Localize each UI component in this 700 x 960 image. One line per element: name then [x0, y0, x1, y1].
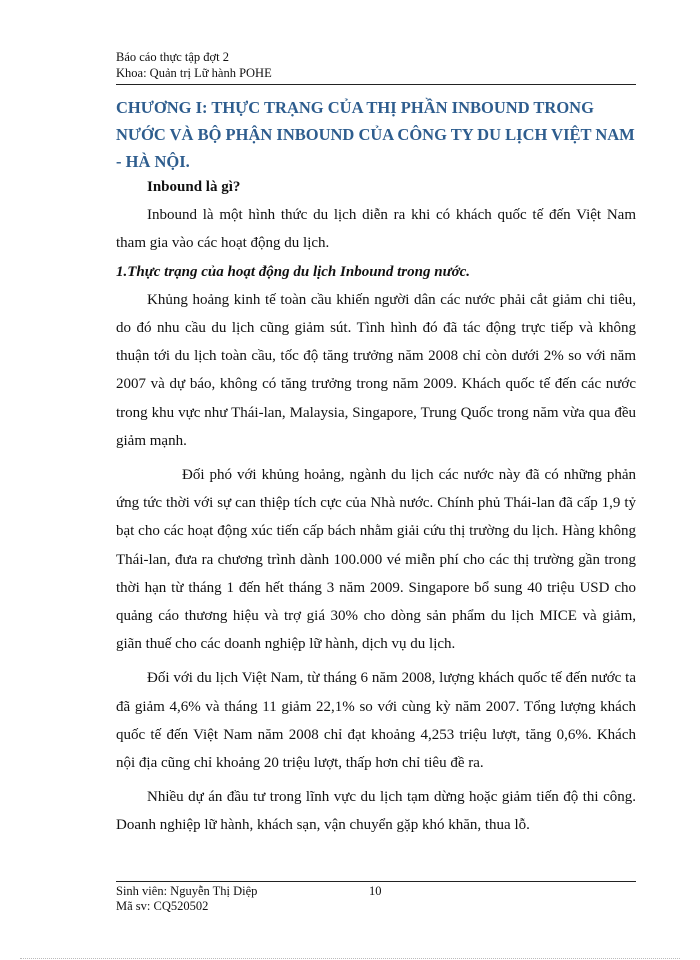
page-number: 10: [369, 884, 382, 898]
body-paragraph-3: Đối với du lịch Việt Nam, từ tháng 6 năm 2008, lượng khách quốc tế đến nước ta đã giảm 4,6% và tháng 11 giảm 22,1% so với cùng kỳ năm 2007. Tổng lượng khách quốc tế đến Việt Nam năm 2008 chỉ đạt khoảng 4,253 triệu lượt, tăng 0,6%. Khách nội địa cũng chỉ khoảng 20 triệu lượt, thấp hơn chỉ tiêu đề ra.: [116, 670, 636, 772]
document-body: [116, 173, 636, 840]
report-title: Báo cáo thực tập đợt 2: [116, 50, 230, 64]
body-paragraph-4: Nhiều dự án đầu tư trong lĩnh vực du lịch tạm dừng hoặc giảm tiến độ thi công. Doanh nghiệp lữ hành, khách sạn, vận chuyển gặp khó khăn, thua lỗ.: [116, 789, 636, 834]
subheading: Inbound là gì?: [147, 179, 241, 195]
page-header: [116, 49, 636, 81]
chapter-title: CHƯƠNG I: THỰC TRẠNG CỦA THỊ PHẦN INBOUND TRONG NƯỚC VÀ BỘ PHẬN INBOUND CỦA CÔNG TY DU LỊCH VIỆT NAM - HÀ NỘI.: [116, 98, 635, 171]
definition-paragraph: Inbound là một hình thức du lịch diễn ra khi có khách quốc tế đến Việt Nam tham gia vào các hoạt động du lịch.: [116, 207, 636, 252]
header-divider: [116, 84, 636, 85]
section-heading: 1.Thực trạng của hoạt động du lịch Inbound trong nước.: [116, 263, 471, 280]
student-name: Sinh viên: Nguyễn Thị Diệp: [116, 884, 258, 898]
body-paragraph-2: Đối phó với khủng hoảng, ngành du lịch các nước này đã có những phản ứng tức thời với sự can thiệp tích cực của Nhà nước. Chính phủ Thái-lan đã cấp 1,9 tỷ bạt cho các hoạt động xúc tiến cấp bách nhằm giải cứu thị trường du lịch. Hàng không Thái-lan, đưa ra chương trình dành 100.000 vé miễn phí cho các thị trường gần trong thời hạn từ tháng 1 đến hết tháng 3 năm 2009. Singapore bổ sung 40 triệu USD cho quảng cáo thương hiệu và trợ giá 30% cho dòng sản phẩm du lịch MICE và giảm, giãn thuế cho các doanh nghiệp lữ hành, dịch vụ du lịch.: [116, 467, 636, 653]
body-paragraph-1: Khủng hoảng kinh tế toàn cầu khiến người dân các nước phải cắt giảm chi tiêu, do đó nhu cầu du lịch cũng giảm sút. Tình hình đó đã tác động trực tiếp và không thuận tới du lịch toàn cầu, tốc độ tăng trưởng năm 2008 chỉ còn dưới 2% so với năm 2007 và dự báo, không có tăng trưởng trong năm 2009. Khách quốc tế đến các nước trong khu vực như Thái-lan, Malaysia, Singapore, Trung Quốc trong năm vừa qua đều giảm mạnh.: [116, 291, 636, 449]
faculty-label: Khoa: Quản trị Lữ hành POHE: [116, 66, 272, 80]
page-edge: [20, 958, 680, 959]
student-id: Mã sv: CQ520502: [116, 899, 209, 913]
footer-divider: [116, 881, 636, 882]
